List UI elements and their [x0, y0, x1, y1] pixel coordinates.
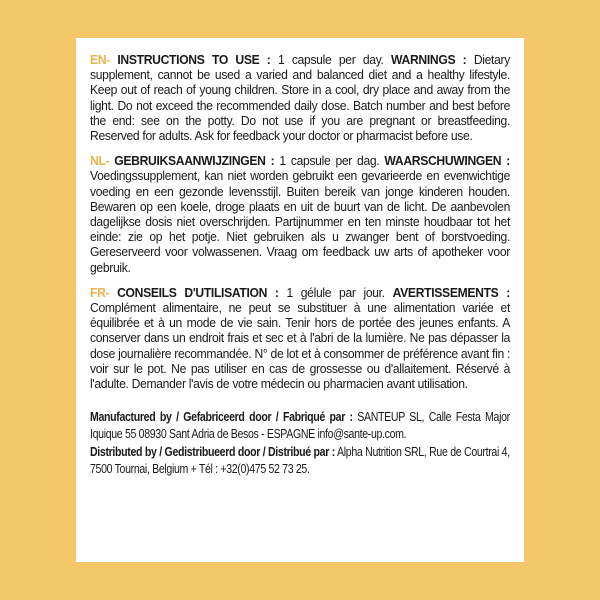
- french-section: [90, 285, 510, 391]
- dutch-instructions-text: 1 capsule per dag.: [274, 153, 385, 169]
- dutch-warnings-label: WAARSCHUWINGEN :: [384, 153, 511, 169]
- dutch-section: [90, 153, 510, 275]
- french-code: FR-: [90, 284, 110, 300]
- english-code: EN-: [90, 52, 110, 67]
- french-warnings-label: AVERTISSEMENTS :: [392, 284, 511, 300]
- manufactured-label: Manufactured by / Gefabriceerd door / Fabriqué par :: [90, 410, 353, 425]
- distributed-label: Distributed by / Gedistribueerd door / Distribué par :: [90, 444, 335, 459]
- english-instructions-text: 1 capsule per day.: [270, 52, 392, 67]
- english-instructions-label: INSTRUCTIONS TO USE :: [117, 52, 271, 67]
- french-warnings-text: Complément alimentaire, ne peut se substituer à une alimentation variée et équilibrée et à un mode de vie sain. Tenir hors de portée des jeunes enfants. A conserver dans un endroit frais et sec et à l'abri de la lumière. Ne pas dépasser la dose journalière recommandée. N° de lot et à consommer de préférence avant fin : voir sur le pot. Ne pas utiliser en cas de grossesse ou d'allaitement. Réservé à l'adulte. Demander l'avis de votre médecin ou pharmacien avant utilisation.: [90, 300, 511, 392]
- label-panel: [76, 38, 524, 562]
- company-info: [90, 409, 510, 478]
- distributor-line: [90, 444, 510, 478]
- manufactured-text: SANTEUP SL, Calle Festa Major Iquique 55 08930 Sant Adria de Besos - ESPAGNE info@sante-up.com.: [90, 410, 510, 442]
- french-instructions-label: CONSEILS D'UTILISATION :: [117, 284, 279, 300]
- french-instructions-text: 1 gélule par jour.: [278, 284, 393, 300]
- dutch-code: NL-: [90, 153, 110, 169]
- english-section: [90, 52, 510, 143]
- english-warnings-label: WARNINGS :: [391, 52, 467, 67]
- dutch-instructions-label: GEBRUIKSAANWIJZINGEN :: [114, 153, 275, 169]
- manufacturer-line: [90, 409, 510, 443]
- english-warnings-text: Dietary supplement, cannot be used a varied and balanced diet and a healthy lifestyle. Keep out of reach of young children. Store in a cool, dry place and away from the light. Do not exceed the recommended daily dose. Batch number and best before the end: see on the potty. Do not use if you are pregnant or breastfeeding. Reserved for adults. Ask for feedback your doctor or pharmacist before use.: [90, 52, 511, 144]
- dutch-warnings-text: Voedingssupplement, kan niet worden gebruikt een gevarieerde en evenwichtige voeding en een gezonde levensstijl. Buiten bereik van jonge kinderen houden. Bewaren op een koele, droge plaats en uit de buurt van de licht. De aanbevolen dagelijkse dosis niet overschrijden. Partijnummer en ten minste houdbaar tot het einde: zie op het potje. Niet gebruiken als u zwanger bent of borstvoeding. Gereserveerd voor volwassenen. Vraag om feedback uw arts of apotheker voor gebruik.: [90, 168, 511, 275]
- distributed-text: Alpha Nutrition SRL, Rue de Courtrai 4, 7500 Tournai, Belgium + Tél : +32(0)475 52 73 25.: [90, 444, 510, 476]
